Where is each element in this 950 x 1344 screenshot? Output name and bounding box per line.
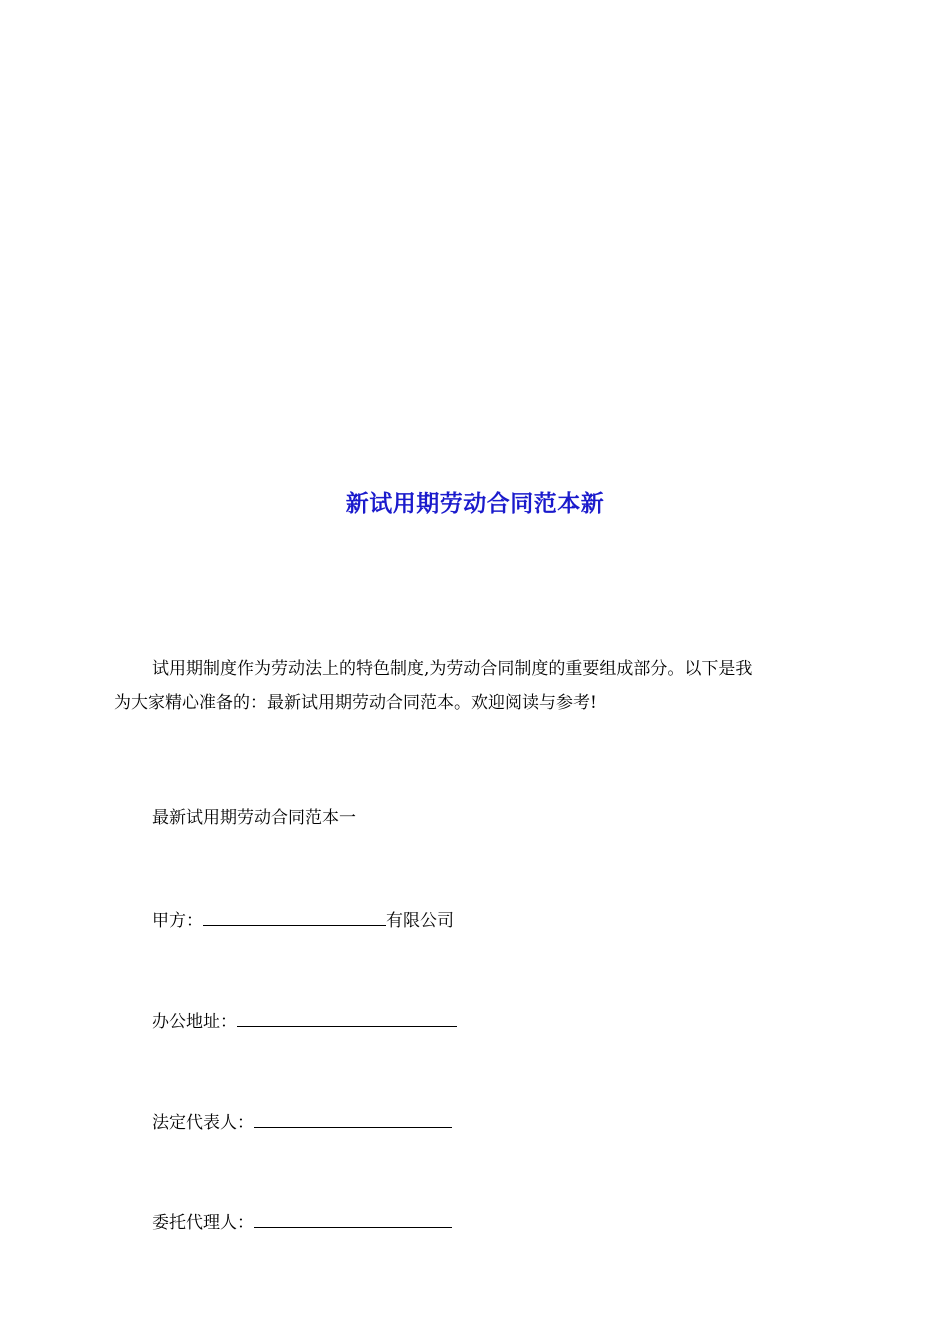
authorized-agent-blank — [254, 1205, 452, 1228]
intro-paragraph — [114, 652, 844, 720]
legal-representative-blank — [254, 1105, 452, 1128]
party-a-field — [152, 903, 454, 936]
authorized-agent-label: 委托代理人： — [152, 1213, 254, 1233]
intro-line-2: 为大家精心准备的：最新试用期劳动合同范本。欢迎阅读与参考! — [114, 693, 597, 713]
authorized-agent-field — [152, 1205, 452, 1238]
legal-representative-label: 法定代表人： — [152, 1113, 254, 1133]
party-a-suffix: 有限公司 — [386, 911, 454, 931]
legal-representative-field — [152, 1105, 452, 1138]
party-a-blank — [203, 903, 386, 926]
office-address-blank — [237, 1004, 457, 1027]
intro-line-1: 试用期制度作为劳动法上的特色制度,为劳动合同制度的重要组成部分。以下是我 — [152, 659, 753, 679]
section-heading-text: 最新试用期劳动合同范本一 — [152, 808, 356, 828]
office-address-field — [152, 1004, 457, 1037]
document-title: 新试用期劳动合同范本新 — [345, 490, 605, 517]
section-heading — [152, 803, 356, 833]
party-a-label: 甲方： — [152, 911, 203, 931]
office-address-label: 办公地址： — [152, 1012, 237, 1032]
